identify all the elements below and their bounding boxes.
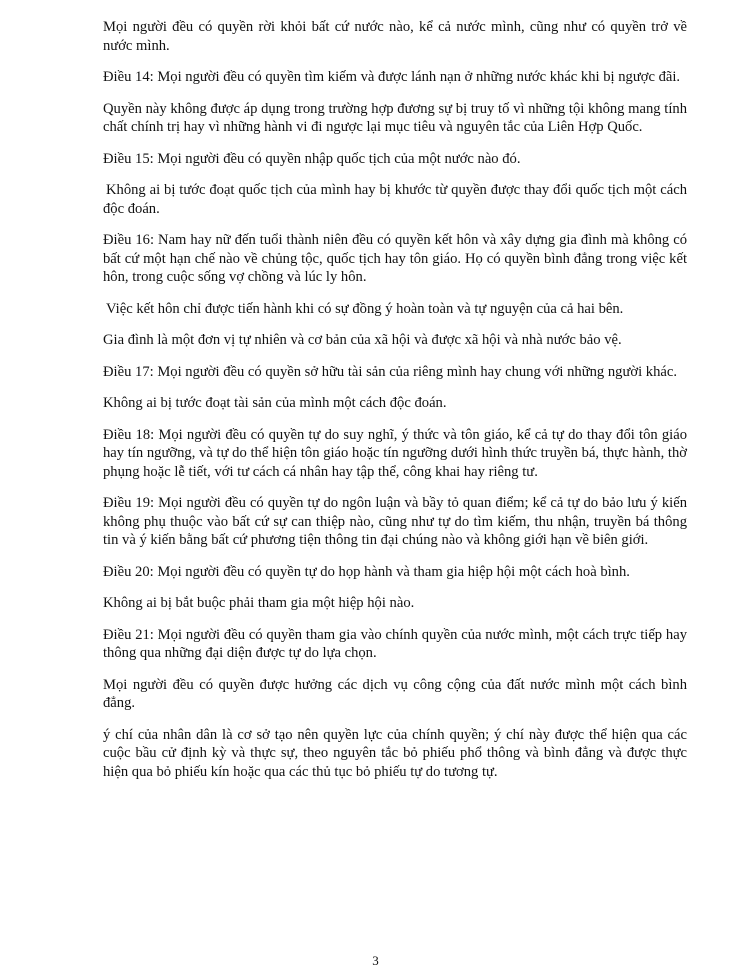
- paragraph-article-20: Điều 20: Mọi người đều có quyền tự do họp hành và tham gia hiệp hội một cách hoà bình.: [103, 563, 630, 580]
- paragraph-article-16: Điều 16: Nam hay nữ đến tuổi thành niên đều có quyền kết hôn và xây dựng gia đình mà không có bất cứ một hạn chế nào về chủng tộc, quốc tịch hay tôn giáo. Họ có quyền bình đẳng trong việc kết hôn, trong cuộc sống vợ chồng và lúc ly hôn.: [103, 232, 687, 285]
- paragraph-article-17: Điều 17: Mọi người đều có quyền sở hữu tài sản của riêng mình hay chung với những người khác.: [103, 363, 678, 380]
- paragraph-article-19: Điều 19: Mọi người đều có quyền tự do ngôn luận và bầy tỏ quan điểm; kể cả tự do bảo lưu ý kiến không phụ thuộc vào bất cứ sự can thiệp nào, cũng như tự do tìm kiếm, thu nhận, truyền bá thông tin và ý kiến bằng bất cứ phương tiện thông tin đại chúng nào và không giới hạn về biên giới.: [103, 495, 687, 548]
- paragraph-article-14: Điều 14: Mọi người đều có quyền tìm kiếm và được lánh nạn ở những nước khác khi bị ngược đãi.: [103, 69, 681, 85]
- paragraph-article-17-property: Không ai bị tước đoạt tài sản của mình một cách độc đoán.: [103, 395, 447, 411]
- paragraph-article-15: Điều 15: Mọi người đều có quyền nhập quốc tịch của một nước nào đó.: [103, 150, 521, 167]
- paragraph-article-14-exception: Quyền này không được áp dụng trong trường hợp đương sự bị truy tố vì những tội không mang tính chất chính trị hay vì những hành vi đi ngược lại mục tiêu và nguyên tắc của Liên Hợp Quốc.: [103, 100, 687, 135]
- page-number: 3: [372, 953, 379, 968]
- paragraph-article-21: Điều 21: Mọi người đều có quyền tham gia vào chính quyền của nước mình, một cách trực tiếp hay thông qua những đại diện được tự do lựa chọn.: [103, 626, 687, 661]
- paragraph-article-16-consent: Việc kết hôn chỉ được tiến hành khi có sự đồng ý hoàn toàn và tự nguyện của cả hai bên.: [106, 300, 624, 317]
- paragraph-article-21-will-of-people: ý chí của nhân dân là cơ sở tạo nên quyền lực của chính quyền; ý chí này được thể hiện qua các cuộc bầu cử định kỳ và thực sự, theo nguyên tắc bỏ phiếu phổ thông và bình đẳng và được thực hiện qua bỏ phiếu kín hoặc qua các thủ tục bỏ phiếu tự do tương tự.: [103, 726, 687, 780]
- paragraph-article-21-public-service: Mọi người đều có quyền được hưởng các dịch vụ công cộng của đất nước mình một cách bình đẳng.: [103, 676, 687, 711]
- paragraph-right-to-leave: Mọi người đều có quyền rời khỏi bất cứ nước nào, kể cả nước mình, cũng như có quyền trở về nước mình.: [103, 19, 687, 54]
- paragraph-article-16-family: Gia đình là một đơn vị tự nhiên và cơ bản của xã hội và được xã hội và nhà nước bảo vệ.: [103, 332, 622, 348]
- paragraph-article-18: Điều 18: Mọi người đều có quyền tự do suy nghĩ, ý thức và tôn giáo, kể cả tự do thay đổi tôn giáo hay tín ngưỡng, và tự do thể hiện tôn giáo hoặc tín ngưỡng dưới hình thức truyền bá, thực hành, thờ phụng hoặc lễ tiết, với tư cách cá nhân hay tập thể, công khai hay riêng tư.: [103, 426, 687, 480]
- paragraph-article-20-association: Không ai bị bắt buộc phải tham gia một hiệp hội nào.: [103, 595, 415, 611]
- paragraph-article-15-nationality: Không ai bị tước đoạt quốc tịch của mình hay bị khước từ quyền được thay đổi quốc tịch một cách độc đoán.: [103, 182, 687, 217]
- document-body: [103, 18, 687, 794]
